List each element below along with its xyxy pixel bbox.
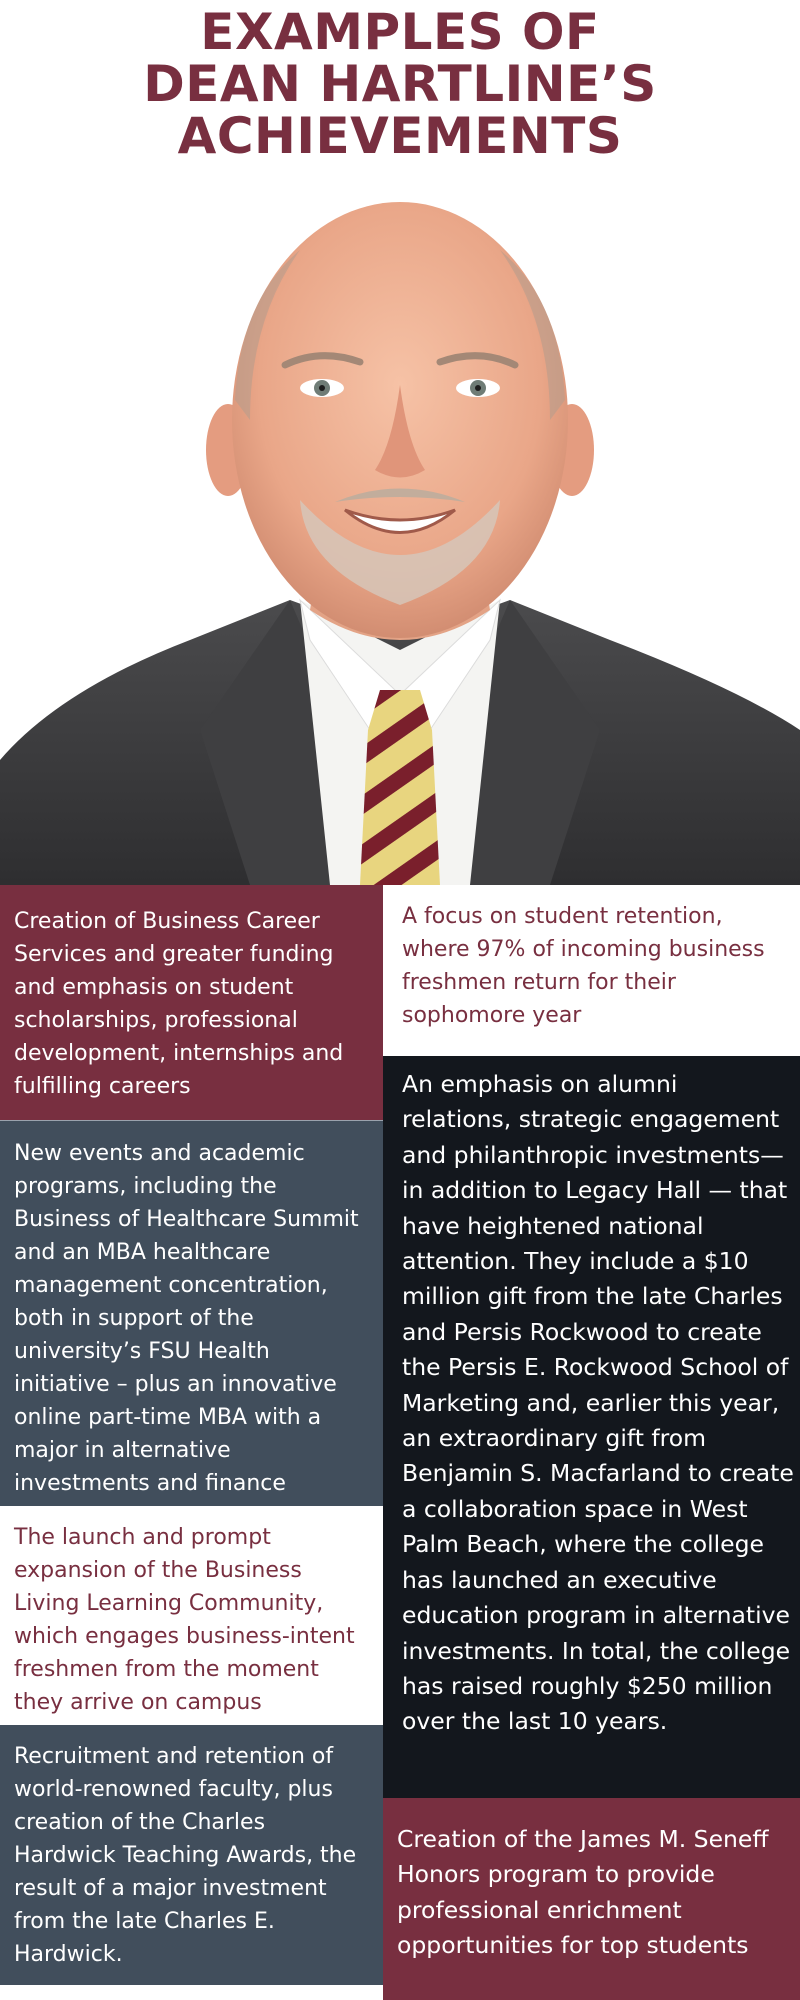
page-title (0, 3, 800, 165)
achievement-academic-programs (0, 1121, 383, 1506)
dean-portrait (0, 170, 800, 885)
title-line-1: EXAMPLES OF (200, 3, 600, 61)
achievement-faculty-recruitment (0, 1725, 383, 1985)
achievement-text: Recruitment and retention of world-renowned faculty, plus creation of the Charles Hardwick Teaching Awards, the result of a major investment from the late Charles E. Hardwick. (14, 1744, 357, 1967)
achievement-text: Creation of the James M. Seneff Honors program to provide professional enrichment opportunities for top students (397, 1825, 769, 1960)
achievement-text: A focus on student retention, where 97% of incoming business freshmen return for their sophomore year (402, 904, 765, 1028)
achievement-living-learning-community (0, 1506, 383, 1725)
achievement-career-services (0, 885, 383, 1121)
title-line-2: DEAN HARTLINE’S (143, 55, 657, 113)
achievement-text: Creation of Business Career Services and greater funding and emphasis on student scholarships, professional development, internships and fulfilling careers (14, 909, 344, 1099)
achievement-text: An emphasis on alumni relations, strategic engagement and philanthropic investments—in addition to Legacy Hall — that have heightened national attention. They include a $10 million gift from the late Charles and Persis Rockwood to create the Persis E. Rockwood School of Marketing and, earlier this year, an extraordinary gift from Benjamin S. Macfarland to create a collaboration space in West Palm Beach, where the college has launched an executive education program in alternative investments. In total, the college has raised roughly $250 million over the last 10 years. (402, 1070, 794, 1736)
achievement-text: New events and academic programs, including the Business of Healthcare Summit and an MBA healthcare management concentration, both in support of the university’s FSU Health initiative – plus an innovative online part-time MBA with a major in alternative investments and finance (14, 1141, 359, 1496)
right-column (383, 885, 800, 2000)
achievement-student-retention (383, 885, 800, 1056)
achievement-honors-program (383, 1798, 800, 2000)
achievement-text: The launch and prompt expansion of the Business Living Learning Community, which engages business-intent freshmen from the moment they arrive on campus (14, 1525, 355, 1715)
achievement-alumni-relations (383, 1056, 800, 1798)
person-portrait-icon (0, 170, 800, 885)
left-column (0, 885, 383, 1985)
title-line-3: ACHIEVEMENTS (177, 107, 623, 165)
